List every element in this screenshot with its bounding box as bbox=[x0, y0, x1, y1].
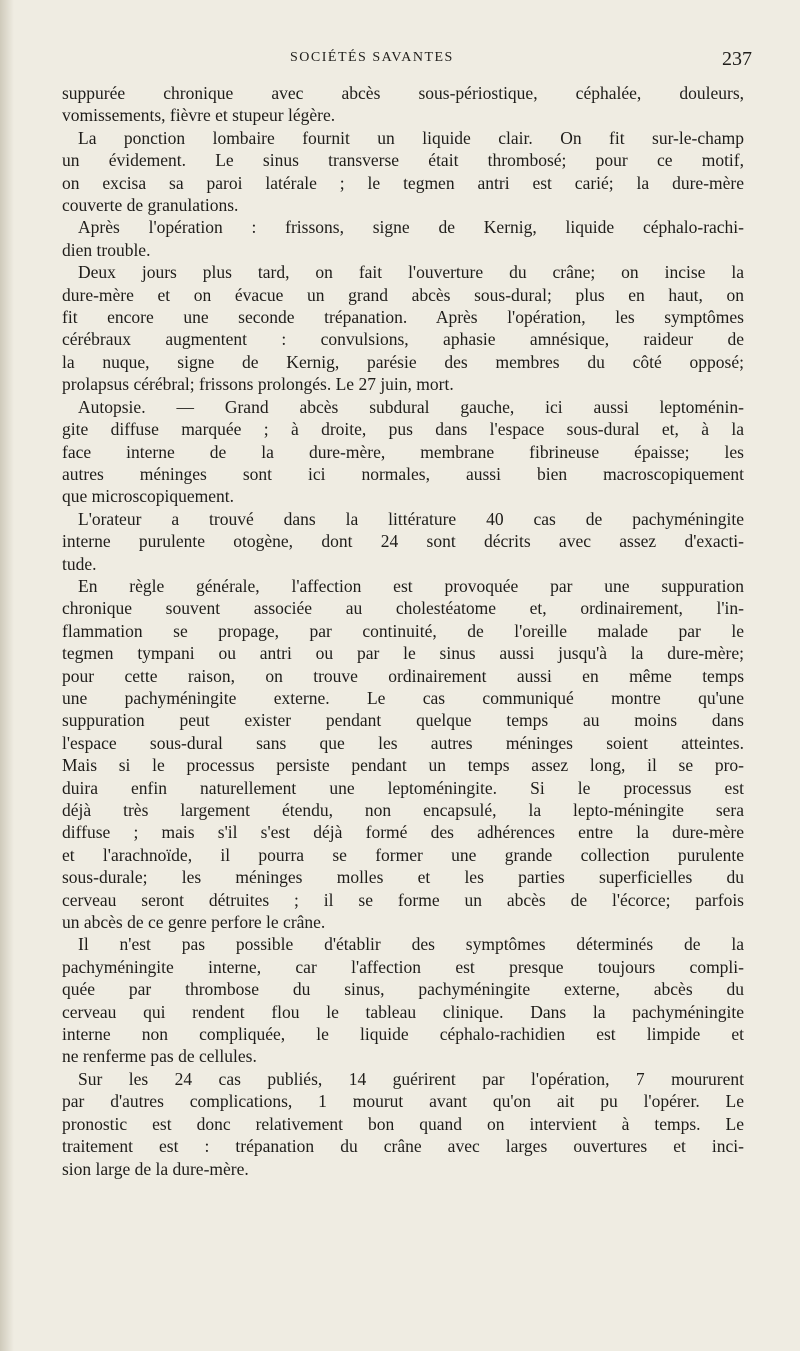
text-line: La ponction lombaire fournit un liquide clair. On fit sur-le-champ bbox=[78, 127, 744, 148]
paragraph bbox=[62, 1068, 744, 1180]
text-line: pour cette raison, on trouve ordinairement aussi en même temps bbox=[62, 665, 744, 686]
text-line: interne purulente otogène, dont 24 sont décrits avec assez d'exacti- bbox=[62, 531, 744, 552]
running-head bbox=[0, 48, 800, 72]
paragraph bbox=[62, 261, 744, 395]
text-line: duira enfin naturellement une leptoméningite. Si le processus est bbox=[62, 777, 744, 798]
text-line: déjà très largement étendu, non encapsulé, la lepto-méningite sera bbox=[62, 800, 744, 820]
paragraph bbox=[62, 127, 744, 217]
text-line: et l'arachnoïde, il pourra se former une grande collection purulente bbox=[62, 844, 744, 865]
text-line: Mais si le processus persiste pendant un temps assez long, il se pro- bbox=[62, 755, 744, 776]
paragraph bbox=[62, 216, 744, 261]
running-title: SOCIÉTÉS SAVANTES bbox=[290, 50, 454, 65]
text-line: sion large de la dure-mère. bbox=[62, 1158, 249, 1179]
text-line: Sur les 24 cas publiés, 14 guérirent par l'opération, 7 moururent bbox=[78, 1068, 744, 1089]
text-line: autres méninges sont ici normales, aussi bien macroscopiquement bbox=[62, 463, 744, 484]
text-line: sous-durale; les méninges molles et les parties superficielles du bbox=[62, 867, 744, 888]
page-edge-shadow bbox=[0, 0, 14, 1351]
text-line: couverte de granulations. bbox=[62, 195, 239, 216]
text-line: chronique souvent associée au cholestéatome et, ordinairement, l'in- bbox=[62, 598, 744, 619]
text-line: Il n'est pas possible d'établir des symptômes déterminés de la bbox=[78, 934, 744, 955]
text-line: prolapsus cérébral; frissons prolongés. Le 27 juin, mort. bbox=[62, 374, 454, 395]
text-line: tegmen tympani ou antri ou par le sinus aussi jusqu'à la dure-mère; bbox=[62, 643, 744, 664]
text-line: un évidement. Le sinus transverse était thrombosé; pour ce motif, bbox=[62, 150, 744, 171]
text-line: flammation se propage, par continuité, de l'oreille malade par le bbox=[62, 620, 744, 641]
page-number: 237 bbox=[722, 48, 752, 70]
text-line: cérébraux augmentent : convulsions, aphasie amnésique, raideur de bbox=[62, 329, 744, 350]
paragraph bbox=[62, 396, 744, 508]
text-line: vomissements, fièvre et stupeur légère. bbox=[62, 105, 336, 126]
text-line: Deux jours plus tard, on fait l'ouverture du crâne; on incise la bbox=[78, 262, 744, 283]
body-text bbox=[62, 82, 744, 1180]
text-line: que microscopiquement. bbox=[62, 486, 235, 507]
paragraph bbox=[62, 575, 744, 934]
text-line: quée par thrombose du sinus, pachyméningite externe, abcès du bbox=[62, 979, 744, 1000]
text-line: par d'autres complications, 1 mourut avant qu'on ait pu l'opérer. Le bbox=[62, 1091, 744, 1112]
paragraph bbox=[62, 508, 744, 575]
text-line: dure-mère et on évacue un grand abcès sous-dural; plus en haut, on bbox=[62, 284, 744, 305]
text-line: Après l'opération : frissons, signe de Kernig, liquide céphalo-rachi- bbox=[78, 217, 744, 238]
paragraph bbox=[62, 82, 744, 127]
text-line: pachyméningite interne, car l'affection est presque toujours compli- bbox=[62, 956, 744, 977]
text-line: l'espace sous-dural sans que les autres méninges soient atteintes. bbox=[62, 732, 744, 753]
text-line: gite diffuse marquée ; à droite, pus dans l'espace sous-dural et, à la bbox=[62, 419, 744, 440]
text-line: on excisa sa paroi latérale ; le tegmen antri est carié; la dure-mère bbox=[62, 172, 744, 193]
text-line: cerveau qui rendent flou le tableau clinique. Dans la pachyméningite bbox=[62, 1001, 744, 1022]
text-line: diffuse ; mais s'il s'est déjà formé des adhérences entre la dure-mère bbox=[62, 822, 744, 843]
text-line: suppuration peut exister pendant quelque temps au moins dans bbox=[62, 710, 744, 731]
text-line: la nuque, signe de Kernig, parésie des membres du côté opposé; bbox=[62, 351, 744, 372]
text-line: une pachyméningite externe. Le cas communiqué montre qu'une bbox=[62, 687, 744, 708]
text-line: traitement est : trépanation du crâne avec larges ouvertures et inci- bbox=[62, 1136, 744, 1157]
text-line: pronostic est donc relativement bon quand on intervient à temps. Le bbox=[62, 1113, 744, 1134]
text-line: En règle générale, l'affection est provoquée par une suppuration bbox=[78, 575, 744, 596]
text-line: L'orateur a trouvé dans la littérature 40 cas de pachyméningite bbox=[78, 508, 744, 529]
text-line: un abcès de ce genre perfore le crâne. bbox=[62, 912, 326, 933]
text-line: dien trouble. bbox=[62, 239, 151, 260]
text-line: fit encore une seconde trépanation. Après l'opération, les symptômes bbox=[62, 307, 744, 328]
paragraph bbox=[62, 933, 744, 1067]
text-line: face interne de la dure-mère, membrane fibrineuse épaisse; les bbox=[62, 441, 744, 462]
text-line: tude. bbox=[62, 553, 97, 574]
text-line: cerveau seront détruites ; il se forme un abcès de l'écorce; parfois bbox=[62, 889, 744, 910]
text-line: suppurée chronique avec abcès sous-périostique, céphalée, douleurs, bbox=[62, 83, 744, 103]
text-line: Autopsie. — Grand abcès subdural gauche, ici aussi leptoménin- bbox=[78, 396, 744, 417]
text-line: ne renferme pas de cellules. bbox=[62, 1046, 257, 1067]
text-line: interne non compliquée, le liquide céphalo-rachidien est limpide et bbox=[62, 1024, 744, 1045]
